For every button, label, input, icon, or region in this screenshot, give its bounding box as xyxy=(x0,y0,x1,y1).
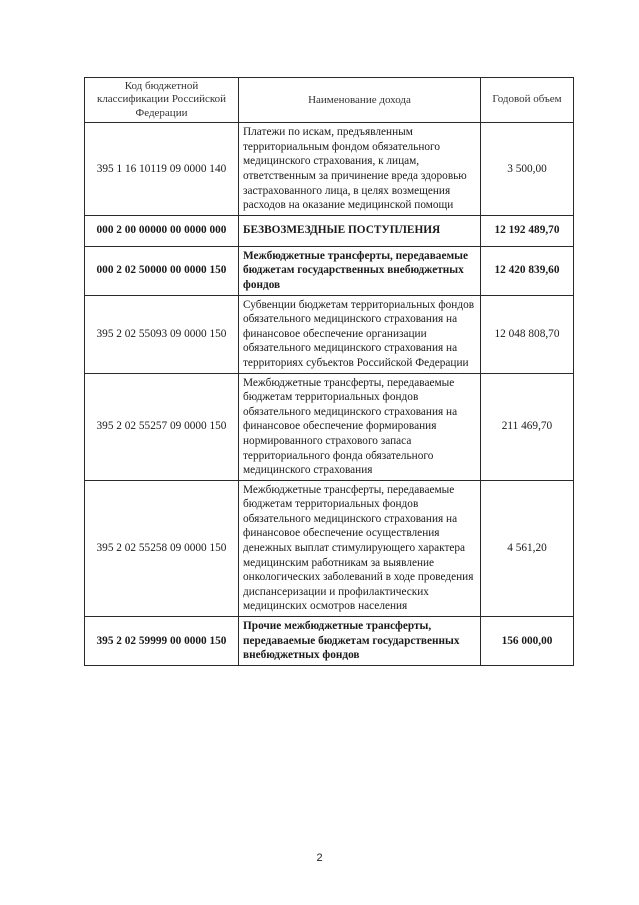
header-amount: Годовой объем xyxy=(481,78,574,123)
header-code: Код бюджетной классификации Российской Федерации xyxy=(85,78,239,123)
header-name: Наименование дохода xyxy=(239,78,481,123)
row-code: 395 2 02 55258 09 0000 150 xyxy=(85,480,239,616)
table-row xyxy=(85,373,574,480)
table-row xyxy=(85,215,574,246)
row-name: Межбюджетные трансферты, передаваемые бюджетам государственных внебюджетных фондов xyxy=(239,246,481,295)
row-name: Межбюджетные трансферты, передаваемые бюджетам территориальных фондов обязательного медицинского страхования на финансовое обеспечение осуществления денежных выплат стимулирующего характера медицинским работникам за выявление онкологических заболеваний в ходе проведения диспансеризации и профилактических медицинских осмотров населения xyxy=(239,480,481,616)
row-amount: 12 192 489,70 xyxy=(481,215,574,246)
row-code: 395 2 02 59999 00 0000 150 xyxy=(85,617,239,666)
row-code: 395 2 02 55093 09 0000 150 xyxy=(85,295,239,373)
row-amount: 211 469,70 xyxy=(481,373,574,480)
row-code: 395 1 16 10119 09 0000 140 xyxy=(85,123,239,216)
row-code: 000 2 00 00000 00 0000 000 xyxy=(85,215,239,246)
row-amount: 3 500,00 xyxy=(481,123,574,216)
row-name: Платежи по искам, предъявленным территориальным фондом обязательного медицинского страхования, к лицам, ответственным за причинение вреда здоровью застрахованного лица, в целях возмещения расходов на оказание медицинской помощи xyxy=(239,123,481,216)
table-row xyxy=(85,617,574,666)
table-row xyxy=(85,246,574,295)
table-header-row xyxy=(85,78,574,123)
table-row xyxy=(85,480,574,616)
row-name: Межбюджетные трансферты, передаваемые бюджетам территориальных фондов обязательного медицинского страхования на финансовое обеспечение формирования нормированного страхового запаса территориального фонда обязательного медицинского страхования xyxy=(239,373,481,480)
row-name: Субвенции бюджетам территориальных фондов обязательного медицинского страхования на финансовое обеспечение организации обязательного медицинского страхования на территориях субъектов Российской Федерации xyxy=(239,295,481,373)
row-code: 395 2 02 55257 09 0000 150 xyxy=(85,373,239,480)
revenue-table xyxy=(84,77,574,666)
row-amount: 12 420 839,60 xyxy=(481,246,574,295)
page-number: 2 xyxy=(316,852,323,864)
row-name: Прочие межбюджетные трансферты, передаваемые бюджетам государственных внебюджетных фондов xyxy=(239,617,481,666)
row-code: 000 2 02 50000 00 0000 150 xyxy=(85,246,239,295)
table-row xyxy=(85,123,574,216)
table-row xyxy=(85,295,574,373)
row-amount: 156 000,00 xyxy=(481,617,574,666)
row-amount: 12 048 808,70 xyxy=(481,295,574,373)
row-name: БЕЗВОЗМЕЗДНЫЕ ПОСТУПЛЕНИЯ xyxy=(239,215,481,246)
row-amount: 4 561,20 xyxy=(481,480,574,616)
